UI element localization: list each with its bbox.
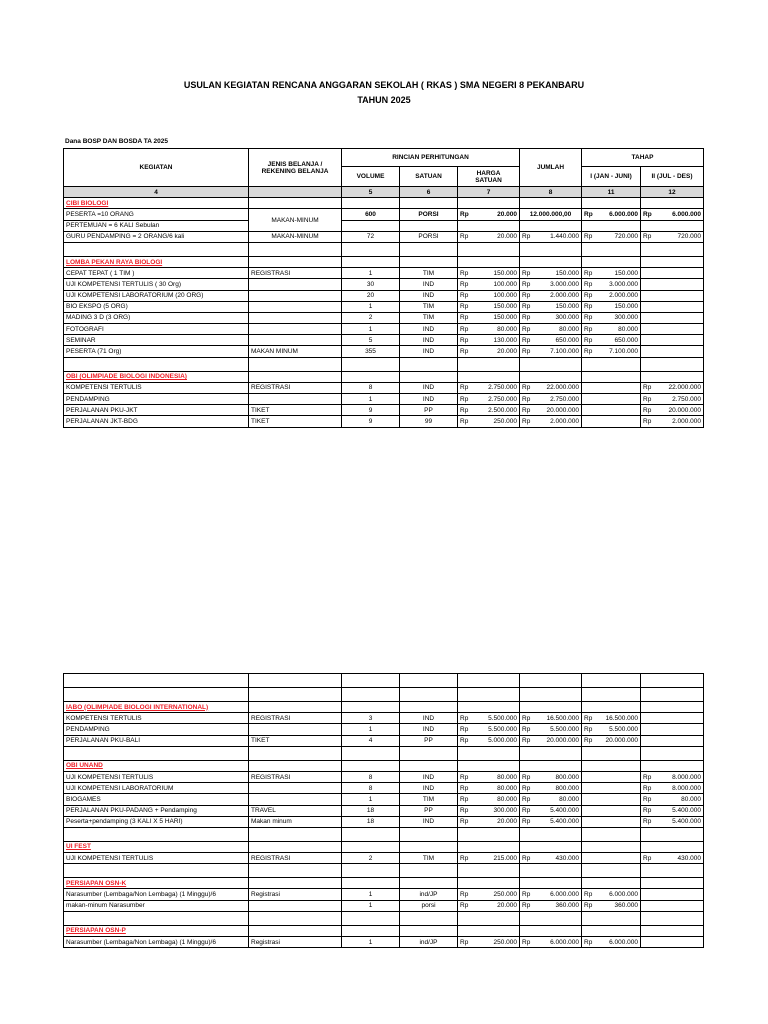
- cell-jumlah: Rp 150.000: [520, 268, 582, 279]
- header-jumlah: JUMLAH: [520, 149, 582, 187]
- cell-jenis-belanja: Registrasi: [249, 937, 342, 948]
- cell-tahap-1: [582, 771, 641, 782]
- cell-tahap-2: Rp 8.000.000: [641, 783, 704, 794]
- cell-volume: 9: [342, 405, 400, 416]
- cell-jenis-belanja: [249, 324, 342, 335]
- cell-satuan: PP: [400, 405, 458, 416]
- cell-tahap-2: [641, 312, 704, 323]
- cell-tahap-2: Rp 22.000.000: [641, 382, 704, 393]
- cell-jumlah: Rp 2.000.000: [520, 416, 582, 427]
- obi-rows: [64, 382, 704, 427]
- cell-tahap-1: [582, 794, 641, 805]
- cell-tahap-2: [641, 324, 704, 335]
- cell-jumlah: Rp 150.000: [520, 301, 582, 312]
- cell-harga-satuan: Rp 250.000: [458, 889, 520, 900]
- cell-tahap-1: [582, 394, 641, 405]
- cell-volume: 8: [342, 783, 400, 794]
- table-row: [64, 900, 704, 911]
- cell-jenis-belanja: [249, 394, 342, 405]
- cell-jenis-belanja: TIKET: [249, 416, 342, 427]
- cell-harga-satuan: Rp 80.000: [458, 324, 520, 335]
- cell-kegiatan: FOTOGRAFI: [64, 324, 249, 335]
- cell-tahap-1: Rp 150.000: [582, 268, 641, 279]
- table-row: [64, 312, 704, 323]
- cell-jenis-belanja: REGISTRASI: [249, 713, 342, 724]
- cell-jumlah: Rp 80.000: [520, 324, 582, 335]
- cell-tahap-1: [582, 853, 641, 864]
- fund-source: Dana BOSP DAN BOSDA TA 2025: [65, 138, 168, 145]
- cell-tahap-2: [641, 301, 704, 312]
- cell-satuan: ind/JP: [400, 889, 458, 900]
- cell-harga-satuan: Rp 130.000: [458, 335, 520, 346]
- cell-tahap-2: [641, 268, 704, 279]
- table-row: [64, 301, 704, 312]
- cell-satuan: IND: [400, 382, 458, 393]
- table-row: [64, 816, 704, 827]
- table-row: [64, 805, 704, 816]
- cell-satuan: IND: [400, 771, 458, 782]
- cell-jenis-belanja: REGISTRASI: [249, 268, 342, 279]
- cell-jenis-belanja: TIKET: [249, 735, 342, 746]
- cell-harga-satuan: Rp 2.750.000: [458, 394, 520, 405]
- cell-jenis-belanja: [249, 900, 342, 911]
- cell-volume: 9: [342, 416, 400, 427]
- table-row: [64, 324, 704, 335]
- cell-satuan: TIM: [400, 312, 458, 323]
- table-row: [64, 853, 704, 864]
- osnp-rows: [64, 937, 704, 948]
- document-year: TAHUN 2025: [357, 95, 411, 105]
- table-row: [64, 713, 704, 724]
- lomba-rows: [64, 268, 704, 358]
- section-iabo: IABO (OLIMPIADE BIOLOGI INTERNATIONAL): [64, 702, 704, 713]
- cell-tahap-1: Rp 80.000: [582, 324, 641, 335]
- cell-satuan: porsi: [400, 900, 458, 911]
- header-tahap: TAHAP: [582, 149, 704, 167]
- cell-jumlah: Rp 20.000.000: [520, 735, 582, 746]
- osnk-rows: [64, 889, 704, 911]
- cell-harga-satuan: Rp 2.750.000: [458, 382, 520, 393]
- table-row: PERTEMUAN = 6 KALI Sebulan: [64, 220, 704, 231]
- cell-satuan: IND: [400, 724, 458, 735]
- cell-volume: 5: [342, 335, 400, 346]
- cell-jumlah: Rp 5.500.000: [520, 724, 582, 735]
- cell-volume: 8: [342, 771, 400, 782]
- cell-satuan: TIM: [400, 853, 458, 864]
- cell-satuan: IND: [400, 290, 458, 301]
- cell-kegiatan: PENDAMPING: [64, 394, 249, 405]
- cell-satuan: IND: [400, 324, 458, 335]
- cell-jenis-belanja: Makan minum: [249, 816, 342, 827]
- section-osn-k: PERSIAPAN OSN-K: [64, 878, 704, 889]
- cell-tahap-2: Rp 5.400.000: [641, 816, 704, 827]
- cell-harga-satuan: Rp 215.000: [458, 853, 520, 864]
- cell-satuan: PP: [400, 735, 458, 746]
- cell-satuan: TIM: [400, 268, 458, 279]
- cell-jumlah: Rp 6.000.000: [520, 937, 582, 948]
- header-tahap-2: II (JUL - DES): [641, 167, 704, 187]
- table-row: [64, 735, 704, 746]
- cell-kegiatan: UJI KOMPETENSI TERTULIS: [64, 853, 249, 864]
- cell-jumlah: Rp 3.000.000: [520, 279, 582, 290]
- cell-jumlah: Rp 800.000: [520, 783, 582, 794]
- cell-harga-satuan: Rp 100.000: [458, 290, 520, 301]
- cell-volume: 1: [342, 900, 400, 911]
- cell-jumlah: Rp 20.000.000: [520, 405, 582, 416]
- cell-harga-satuan: Rp 80.000: [458, 794, 520, 805]
- table-row: [64, 416, 704, 427]
- cell-tahap-1: Rp 6.000.000: [582, 937, 641, 948]
- cell-tahap-1: Rp 16.500.000: [582, 713, 641, 724]
- cell-volume: 1: [342, 301, 400, 312]
- header-harga: HARGA SATUAN: [458, 167, 520, 187]
- cell-jenis-belanja: [249, 301, 342, 312]
- cell-volume: 30: [342, 279, 400, 290]
- cell-tahap-1: Rp 6.000.000: [582, 889, 641, 900]
- cell-satuan: ind/JP: [400, 937, 458, 948]
- cell-tahap-2: [641, 335, 704, 346]
- cell-volume: 1: [342, 324, 400, 335]
- table-row: [64, 268, 704, 279]
- cell-volume: 2: [342, 853, 400, 864]
- header-kegiatan: KEGIATAN: [64, 149, 249, 187]
- cell-jenis-belanja: [249, 290, 342, 301]
- cell-harga-satuan: Rp 20.000: [458, 346, 520, 357]
- cell-volume: 1: [342, 394, 400, 405]
- cell-jumlah: Rp 5.400.000: [520, 816, 582, 827]
- cell-kegiatan: UJI KOMPETENSI LABORATORIUM (20 ORG): [64, 290, 249, 301]
- cell-tahap-2: Rp 2.000.000: [641, 416, 704, 427]
- cell-kegiatan: PERJALANAN PKU-PADANG + Pendamping: [64, 805, 249, 816]
- cell-harga-satuan: Rp 250.000: [458, 937, 520, 948]
- table-row: [64, 771, 704, 782]
- cell-tahap-2: Rp 8.000.000: [641, 771, 704, 782]
- cell-tahap-2: [641, 900, 704, 911]
- cell-tahap-1: [582, 405, 641, 416]
- cell-tahap-2: [641, 937, 704, 948]
- unand-rows: [64, 771, 704, 827]
- budget-table-2: [63, 673, 704, 948]
- cell-satuan: IND: [400, 394, 458, 405]
- section-obi: OBI (OLIMPIADE BIOLOGI INDONESIA): [64, 371, 704, 382]
- cell-volume: 1: [342, 724, 400, 735]
- cell-volume: 8: [342, 382, 400, 393]
- cell-kegiatan: CEPAT TEPAT ( 1 TIM ): [64, 268, 249, 279]
- table-row: [64, 382, 704, 393]
- cell-jenis-belanja: TRAVEL: [249, 805, 342, 816]
- cell-satuan: IND: [400, 279, 458, 290]
- cell-satuan: IND: [400, 816, 458, 827]
- section-osn-p: PERSIAPAN OSN-P: [64, 925, 704, 936]
- cell-volume: 20: [342, 290, 400, 301]
- section-obi-unand: OBI UNAND: [64, 760, 704, 771]
- cell-kegiatan: PESERTA (71 Org): [64, 346, 249, 357]
- cell-harga-satuan: Rp 2.500.000: [458, 405, 520, 416]
- cell-jenis-belanja: [249, 794, 342, 805]
- cell-jumlah: Rp 650.000: [520, 335, 582, 346]
- cell-jenis-belanja: [249, 783, 342, 794]
- cell-jenis-belanja: TIKET: [249, 405, 342, 416]
- cell-harga-satuan: Rp 80.000: [458, 771, 520, 782]
- cell-jumlah: Rp 22.000.000: [520, 382, 582, 393]
- cell-tahap-2: [641, 713, 704, 724]
- cell-tahap-1: Rp 7.100.000: [582, 346, 641, 357]
- cell-volume: 3: [342, 713, 400, 724]
- table-row: [64, 290, 704, 301]
- cell-tahap-2: [641, 279, 704, 290]
- table-row: [64, 394, 704, 405]
- cell-volume: 2: [342, 312, 400, 323]
- cell-jenis-belanja: [249, 279, 342, 290]
- cell-satuan: IND: [400, 346, 458, 357]
- header-tahap-1: I (JAN - JUNI): [582, 167, 641, 187]
- cell-satuan: IND: [400, 335, 458, 346]
- table-row: [64, 794, 704, 805]
- section-lomba: LOMBA PEKAN RAYA BIOLOGI: [64, 256, 704, 267]
- cell-jumlah: Rp 7.100.000: [520, 346, 582, 357]
- cell-jumlah: Rp 5.400.000: [520, 805, 582, 816]
- cell-tahap-1: Rp 2.000.000: [582, 290, 641, 301]
- table-row: [64, 937, 704, 948]
- header-satuan: SATUAN: [400, 167, 458, 187]
- cell-kegiatan: Narasumber (Lembaga/Non Lembaga) (1 Minggu)/6: [64, 889, 249, 900]
- cell-satuan: TIM: [400, 301, 458, 312]
- cell-jumlah: Rp 16.500.000: [520, 713, 582, 724]
- cell-jumlah: Rp 80.000: [520, 794, 582, 805]
- cell-tahap-2: Rp 5.400.000: [641, 805, 704, 816]
- cell-satuan: IND: [400, 713, 458, 724]
- uifest-rows: [64, 853, 704, 864]
- cell-jenis-belanja: [249, 335, 342, 346]
- cell-kegiatan: PENDAMPING: [64, 724, 249, 735]
- document-title: USULAN KEGIATAN RENCANA ANGGARAN SEKOLAH ( RKAS ) SMA NEGERI 8 PEKANBARU: [183, 80, 585, 90]
- cell-harga-satuan: Rp 5.500.000: [458, 724, 520, 735]
- cell-tahap-1: Rp 3.000.000: [582, 279, 641, 290]
- cell-jumlah: Rp 2.000.000: [520, 290, 582, 301]
- cell-jenis-belanja: MAKAN MINUM: [249, 346, 342, 357]
- cell-volume: 4: [342, 735, 400, 746]
- cell-tahap-2: Rp 2.750.000: [641, 394, 704, 405]
- cell-volume: 18: [342, 816, 400, 827]
- table-row: [64, 724, 704, 735]
- cell-kegiatan: UJI KOMPETENSI LABORATORIUM: [64, 783, 249, 794]
- cell-volume: 1: [342, 268, 400, 279]
- cell-volume: 1: [342, 889, 400, 900]
- cell-harga-satuan: Rp 300.000: [458, 805, 520, 816]
- header-rincian: RINCIAN PERHITUNGAN: [342, 149, 520, 167]
- cell-volume: 1: [342, 937, 400, 948]
- cell-harga-satuan: Rp 250.000: [458, 416, 520, 427]
- cell-tahap-1: [582, 382, 641, 393]
- table-row: GURU PENDAMPING = 2 ORANG/6 kali MAKAN-MINUM 72 PORSI Rp 20.000 Rp 1.440.000 Rp 720.000 Rp 720.000: [64, 231, 704, 242]
- cell-tahap-2: Rp 80.000: [641, 794, 704, 805]
- cell-satuan: PP: [400, 805, 458, 816]
- cell-jumlah: Rp 430.000: [520, 853, 582, 864]
- cell-kegiatan: PERJALANAN PKU-BALI: [64, 735, 249, 746]
- budget-table-1: [63, 148, 704, 428]
- cell-tahap-1: Rp 650.000: [582, 335, 641, 346]
- column-number-row: 4 5 6 7 8 11 12: [64, 187, 704, 198]
- cell-harga-satuan: Rp 5.500.000: [458, 713, 520, 724]
- table-row: [64, 889, 704, 900]
- header-volume: VOLUME: [342, 167, 400, 187]
- cell-jenis-belanja: REGISTRASI: [249, 771, 342, 782]
- cell-jenis-belanja: REGISTRASI: [249, 853, 342, 864]
- cell-jumlah: Rp 300.000: [520, 312, 582, 323]
- cell-jumlah: Rp 360.000: [520, 900, 582, 911]
- section-ui-fest: UI FEST: [64, 841, 704, 852]
- cell-tahap-1: [582, 805, 641, 816]
- cell-kegiatan: UJI KOMPETENSI TERTULIS: [64, 771, 249, 782]
- iabo-rows: [64, 713, 704, 747]
- cell-satuan: IND: [400, 783, 458, 794]
- cell-tahap-1: [582, 416, 641, 427]
- table-row: [64, 405, 704, 416]
- cell-tahap-2: [641, 889, 704, 900]
- cell-kegiatan: PERJALANAN PKU-JKT: [64, 405, 249, 416]
- cell-tahap-1: Rp 20.000.000: [582, 735, 641, 746]
- cell-tahap-1: Rp 300.000: [582, 312, 641, 323]
- cell-tahap-1: Rp 360.000: [582, 900, 641, 911]
- cell-tahap-2: [641, 724, 704, 735]
- cell-kegiatan: BIO EKSPO (5 ORG): [64, 301, 249, 312]
- cell-tahap-2: [641, 735, 704, 746]
- cell-harga-satuan: Rp 20.000: [458, 900, 520, 911]
- cell-kegiatan: SEMINAR: [64, 335, 249, 346]
- cell-kegiatan: PERJALANAN JKT-BDG: [64, 416, 249, 427]
- cell-harga-satuan: Rp 150.000: [458, 301, 520, 312]
- table-row: [64, 335, 704, 346]
- cell-tahap-2: Rp 20.000.000: [641, 405, 704, 416]
- cell-volume: 18: [342, 805, 400, 816]
- cell-jenis-belanja: REGISTRASI: [249, 382, 342, 393]
- cell-kegiatan: Peserta+pendamping (3 KALI X 5 HARI): [64, 816, 249, 827]
- cell-tahap-2: [641, 346, 704, 357]
- cell-kegiatan: KOMPETENSI TERTULIS: [64, 713, 249, 724]
- table-row: [64, 783, 704, 794]
- cell-tahap-1: Rp 150.000: [582, 301, 641, 312]
- cell-kegiatan: Narasumber (Lembaga/Non Lembaga) (1 Minggu)/6: [64, 937, 249, 948]
- cell-harga-satuan: Rp 20.000: [458, 816, 520, 827]
- cell-tahap-2: Rp 430.000: [641, 853, 704, 864]
- cell-tahap-1: [582, 783, 641, 794]
- cell-kegiatan: MADING 3 D (3 ORG): [64, 312, 249, 323]
- cell-jumlah: Rp 800.000: [520, 771, 582, 782]
- cell-harga-satuan: Rp 5.000.000: [458, 735, 520, 746]
- table-row: [64, 279, 704, 290]
- cell-harga-satuan: Rp 150.000: [458, 268, 520, 279]
- cell-tahap-1: Rp 5.500.000: [582, 724, 641, 735]
- cell-jenis-belanja: [249, 312, 342, 323]
- cell-volume: 1: [342, 794, 400, 805]
- cell-harga-satuan: Rp 150.000: [458, 312, 520, 323]
- cell-kegiatan: makan-minum Narasumber: [64, 900, 249, 911]
- cell-harga-satuan: Rp 100.000: [458, 279, 520, 290]
- cell-tahap-2: [641, 290, 704, 301]
- cell-jenis-belanja: [249, 724, 342, 735]
- cell-kegiatan: KOMPETENSI TERTULIS: [64, 382, 249, 393]
- table-row: [64, 346, 704, 357]
- cell-jumlah: Rp 2.750.000: [520, 394, 582, 405]
- cell-satuan: TIM: [400, 794, 458, 805]
- cell-jenis-belanja: Registrasi: [249, 889, 342, 900]
- header-jenis-belanja: JENIS BELANJA / REKENING BELANJA: [249, 149, 342, 187]
- cell-volume: 355: [342, 346, 400, 357]
- cell-jumlah: Rp 6.000.000: [520, 889, 582, 900]
- cell-kegiatan: UJI KOMPETENSI TERTULIS ( 30 Org): [64, 279, 249, 290]
- cell-harga-satuan: Rp 80.000: [458, 783, 520, 794]
- cell-kegiatan: BIOGAMES: [64, 794, 249, 805]
- section-cibi: CIBI BIOLOGI: [64, 198, 704, 209]
- table-row: PESERTA =10 ORANG MAKAN-MINUM 600 PORSI Rp 20.000 12.000.000,00 Rp 6.000.000 Rp 6.000.000: [64, 209, 704, 220]
- cell-satuan: 99: [400, 416, 458, 427]
- cell-tahap-1: [582, 816, 641, 827]
